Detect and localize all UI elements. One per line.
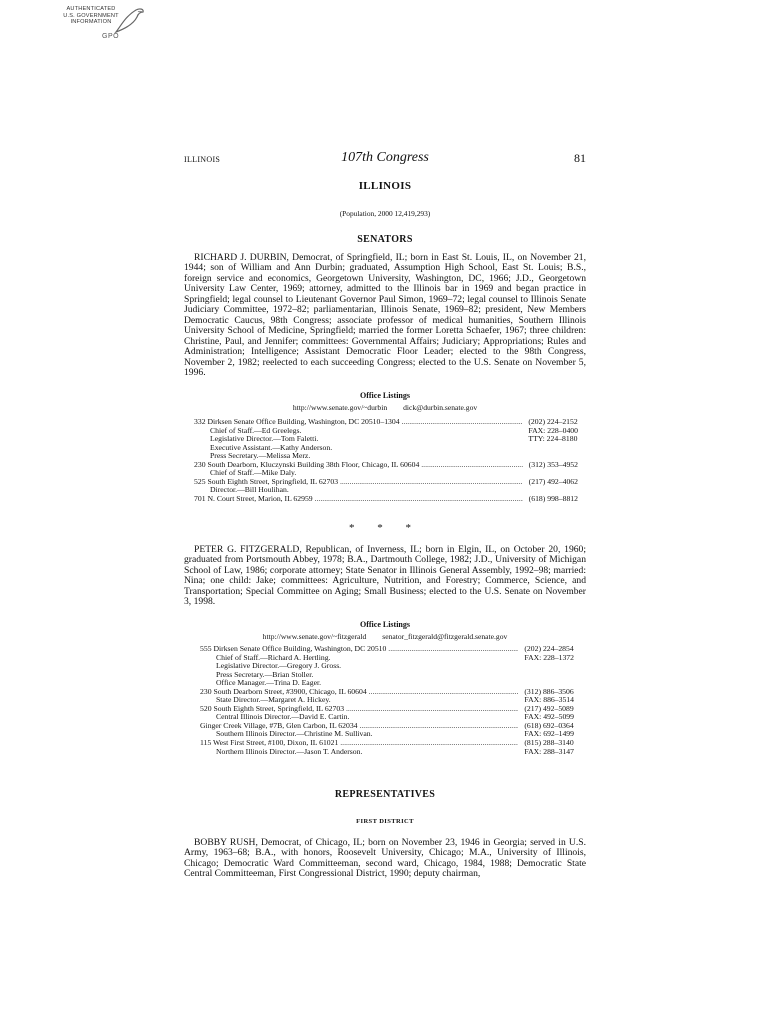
senator-email-link[interactable]: senator_fitzgerald@fitzgerald.senate.gov [382, 632, 508, 641]
gpo-authentication-seal [60, 6, 150, 46]
senators-heading: SENATORS [357, 234, 413, 245]
population-line: (Population, 2000 12,419,293) [339, 209, 431, 218]
office-address: 230 South Dearborn Street, #3900, Chicago, IL 60604 ..... [200, 688, 518, 697]
district-heading: FIRST DISTRICT [356, 818, 414, 825]
state-title: ILLINOIS [358, 180, 412, 192]
staff-line: State Director.—Margaret A. Hickey. [216, 695, 331, 705]
office-phones [518, 705, 574, 722]
senator-website-link[interactable]: http://www.senate.gov/~durbin [292, 403, 388, 412]
office-address: 230 South Dearborn, Kluczynski Building 38th Floor, Chicago, IL 60604 ..... [194, 461, 523, 470]
phone-number: (312) 353–4952 [528, 459, 578, 469]
phone-number: (202) 224–2152 [528, 417, 578, 426]
office-entry [200, 688, 574, 705]
fax-number: FAX: 228–0400 [528, 425, 578, 435]
senator-website-link[interactable]: http://www.senate.gov/~fitzgerald [262, 632, 367, 641]
fax-number: FAX: 228–1372 [524, 652, 574, 662]
phone-number: (217) 492–5089 [524, 703, 574, 713]
gpo-label: GPO [102, 33, 120, 40]
senator-contact-links [184, 403, 586, 412]
office-list-fitzgerald [200, 645, 574, 756]
fax-number: FAX: 288–3147 [524, 746, 574, 756]
staff-line: Office Manager.—Trina D. Eager. [216, 678, 322, 688]
staff-line: Press Secretary.—Melissa Merz. [210, 451, 311, 461]
office-address: 520 South Eighth Street, Springfield, IL 62703 ..... [200, 705, 518, 714]
office-phones [518, 739, 574, 756]
staff-line: Chief of Staff.—Ed Greelegs. [210, 425, 302, 435]
header-state-label: ILLINOIS [184, 155, 221, 164]
representatives-heading: REPRESENTATIVES [334, 789, 436, 800]
staff-line: Legislative Director.—Gregory J. Gross. [216, 661, 342, 671]
office-phones [518, 688, 574, 705]
office-phones [518, 722, 574, 739]
tty-number: TTY: 224–8180 [528, 434, 578, 444]
staff-line: Executive Assistant.—Kathy Anderson. [210, 442, 333, 452]
office-entry [194, 418, 578, 461]
seal-text-line: U.S. GOVERNMENT [63, 12, 119, 19]
staff-line: Chief of Staff.—Mike Daly. [210, 468, 297, 478]
eagle-icon [112, 6, 146, 36]
staff-line: Director.—Bill Houlihan. [210, 485, 289, 495]
office-entry [200, 705, 574, 722]
office-phones [523, 461, 578, 470]
phone-number: (202) 224–2854 [524, 644, 574, 653]
staff-line: Central Illinois Director.—David E. Cartin. [216, 712, 350, 722]
section-separator: * * * [349, 522, 421, 534]
office-phones [518, 645, 574, 662]
staff-line: Press Secretary.—Brian Stoller. [216, 669, 314, 679]
senator-contact-links [184, 632, 586, 641]
office-entry [194, 461, 578, 478]
office-listings-title: Office Listings [360, 391, 410, 400]
page-number: 81 [574, 151, 586, 165]
office-phones [522, 418, 578, 444]
office-entry [194, 495, 578, 504]
office-entry [200, 739, 574, 756]
office-phones [523, 478, 578, 487]
representative-bio-rush: BOBBY RUSH, Democrat, of Chicago, IL; born on November 23, 1946 in Georgia; served in U.S. Army, 1963–68; B.A., with honors, Roosevelt University, Chicago; M.A., University of Illinois, Chicago; Democratic Ward Committeeman, second ward, Chicago, 1984, 1988; Democratic State Central Committeeman, First Congressional District, 1990; deputy chairman, [184, 837, 586, 880]
fax-number: FAX: 692–1499 [524, 729, 574, 739]
office-address: 525 South Eighth Street, Springfield, IL 62703 ..... [194, 478, 523, 487]
office-address: Ginger Creek Village, #7B, Glen Carbon, IL 62034 ..... [200, 722, 518, 731]
office-address: 115 West First Street, #100, Dixon, IL 61021 ..... [200, 739, 518, 748]
seal-text-line: AUTHENTICATED [66, 6, 116, 12]
phone-number: (217) 492–4062 [528, 476, 578, 486]
office-listings-title: Office Listings [360, 620, 410, 629]
phone-number: (618) 692–0364 [524, 720, 574, 730]
office-entry [200, 645, 574, 688]
staff-line: Chief of Staff.—Richard A. Hertling. [216, 652, 331, 662]
office-entry [194, 478, 578, 495]
staff-line: Southern Illinois Director.—Christine M. Sullivan. [216, 729, 373, 739]
office-address: 701 N. Court Street, Marion, IL 62959 ..... [194, 495, 523, 504]
header-congress-title: 107th Congress [341, 150, 429, 165]
phone-number: (312) 886–3506 [524, 686, 574, 696]
staff-line: Legislative Director.—Tom Faletti. [210, 434, 319, 444]
running-header [184, 150, 586, 172]
office-address: 555 Dirksen Senate Office Building, Washington, DC 20510 ..... [200, 645, 518, 654]
senator-bio-fitzgerald: PETER G. FITZGERALD, Republican, of Inverness, IL; born in Elgin, IL, on October 20, 1960; graduated from Portsmouth Abbey, 1978; B.A., Dartmouth College, 1982; J.D., University of Michigan School of Law, 1986; corporate attorney; State Senator in Illinois General Assembly, 1992–98; married: Nina; one child: Jake; committees: Agriculture, Nutrition, and Forestry; Commerce, Science, and Transportation; Special Committee on Aging; Small Business; elected to the U.S. Senate on November 3, 1998. [184, 544, 586, 608]
staff-line: Northern Illinois Director.—Jason T. Anderson. [216, 746, 363, 756]
fax-number: FAX: 492–5099 [524, 712, 574, 722]
office-entry [200, 722, 574, 739]
phone-number: (815) 288–3140 [524, 738, 574, 748]
seal-text-line: INFORMATION [70, 19, 112, 25]
office-phones [523, 495, 578, 504]
fax-number: FAX: 886–3514 [524, 695, 574, 705]
phone-number: (618) 998–8812 [528, 493, 578, 503]
senator-bio-durbin: RICHARD J. DURBIN, Democrat, of Springfield, IL; born in East St. Louis, IL, on November 21, 1944; son of William and Ann Durbin; graduated, Assumption High School, East St. Louis; B.S., foreign service and economics, Georgetown University, Washington, DC, 1966; J.D., Georgetown University Law Center, 1969; attorney, admitted to the Illinois bar in 1969 and began practice in Springfield; legal counsel to Lieutenant Governor Paul Simon, 1969–72; legal counsel to Illinois Senate Judiciary Committee, 1972–82; parliamentarian, Illinois Senate, 1969–82; president, New Members Democratic Caucus, 98th Congress; associate professor of medical humanities, Southern Illinois University School of Medicine, Springfield; married the former Loretta Schaefer, 1967; three children: Christine, Paul, and Jennifer; committees: Governmental Affairs; Judiciary; Appropriations; Rules and Administration; Intelligence; Assistant Democratic Floor Leader; elected to the 98th Congress, November 2, 1982; reelected to each succeeding Congress; elected to the U.S. Senate on November 5, 1996. [184, 252, 586, 378]
office-list-durbin [194, 418, 578, 503]
office-address: 332 Dirksen Senate Office Building, Washington, DC 20510–1304 ..... [194, 418, 522, 427]
senator-email-link[interactable]: dick@durbin.senate.gov [403, 403, 478, 412]
